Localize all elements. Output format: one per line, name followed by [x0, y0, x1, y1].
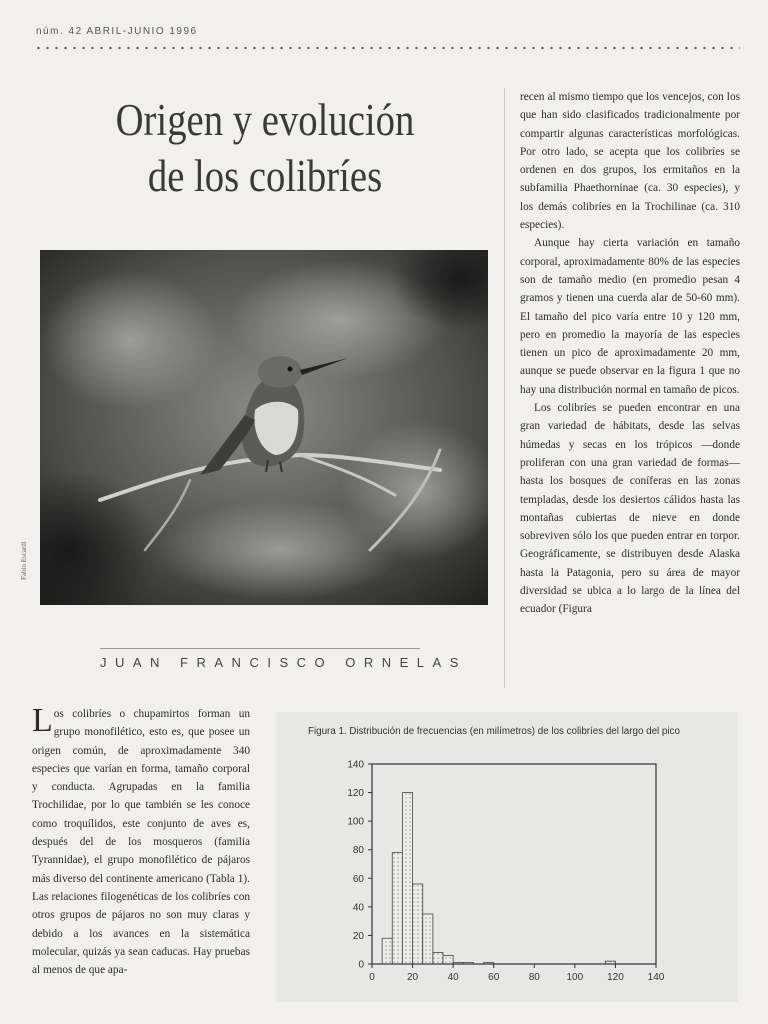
body-column-left	[32, 702, 250, 979]
title-line-2: de los colibríes	[147, 151, 383, 201]
x-tick-label: 120	[607, 972, 624, 983]
histogram-bar	[423, 914, 433, 964]
histogram-bar	[392, 853, 402, 964]
figure-caption: Figura 1. Distribución de frecuencias (en milímetros) de los colibríes del largo del pico	[308, 726, 680, 737]
article-title	[72, 92, 459, 204]
x-tick-label: 20	[407, 972, 419, 983]
y-tick-label: 140	[347, 759, 364, 771]
x-tick-label: 40	[447, 972, 459, 983]
y-tick-label: 80	[352, 845, 364, 857]
y-tick-label: 40	[352, 902, 364, 914]
y-tick-label: 0	[358, 959, 364, 971]
y-tick-label: 120	[347, 788, 364, 800]
paragraph: os colibríes o chupamirtos forman un grupo monofilético, esto es, que posee un origen común, de aproximadamente 340 especies que varían en forma, tamaño corporal y conducta. Agrupadas en la familia Trochilidae, por lo que también se les conoce como troquílidos, este conjunto de aves es, después del de los mosqueros (familia Tyrannidae), el grupo monofilético de pájaros más diverso del continente americano (Tabla 1). Las relaciones filogenéticas de los colibríes con otros grupos de pájaros no son muy claras y debido a los avances en la sistemática molecular, quizás ya sean caducas. Hay pruebas al menos de que apa-	[32, 708, 250, 977]
paragraph: recen al mismo tiempo que los vencejos, con los que han sido clasificados tradicionalmente por compartir algunas características morfológicas. Por otro lado, se acepta que los colibríes se ordenen en dos grupos, los ermitaños en la subfamilia Phaethorninae (ca. 30 especies), y los demás colibríes en la Trochilinae (ca. 310 especies).	[520, 91, 740, 232]
x-tick-label: 0	[369, 972, 375, 983]
author-name: JUAN FRANCISCO ORNELAS	[100, 648, 420, 670]
histogram-bar	[433, 953, 443, 964]
x-axis	[369, 964, 665, 983]
drop-cap: L	[32, 702, 53, 739]
y-tick-label: 60	[352, 873, 364, 885]
x-tick-label: 80	[528, 972, 540, 983]
histogram-chart	[276, 712, 738, 1002]
histogram-bar	[382, 938, 392, 964]
column-rule	[504, 88, 505, 688]
x-tick-label: 100	[566, 972, 584, 983]
histogram-bars	[382, 793, 615, 964]
photo-credit: Fabio Escardi	[20, 541, 28, 580]
y-tick-label: 100	[347, 816, 364, 828]
x-tick-label: 60	[488, 972, 500, 983]
paragraph: Los colibríes se pueden encontrar en una gran variedad de hábitats, desde las selvas húmedas y secas en los trópicos —donde proliferan con una gran variedad de formas— hasta los bosques de coníferas en las zonas templadas, desde los desiertos cálidos hasta las montañas cubiertas de nieve en donde sobreviven sólo los que pueden entrar en torpor. Geográficamente, se distribuyen desde Alaska hasta la Patagonia, pero su área de mayor diversidad se ubica a lo largo de la línea del ecuador (Figura	[520, 402, 740, 616]
hummingbird-photo	[40, 250, 488, 605]
histogram-bar	[413, 884, 423, 964]
journal-header: núm. 42 ABRIL-JUNIO 1996	[36, 26, 198, 37]
body-column-right	[520, 88, 740, 619]
paragraph: Aunque hay cierta variación en tamaño corporal, aproximadamente 80% de las especies son de tamaño medio (en promedio pesan 4 gramos y tienen una cuerda alar de 50-60 mm). El tamaño del pico varía entre 10 y 120 mm, pero en promedio la mayoría de las especies tienen un pico de aproximadamente 20 mm, aunque se puede observar en la figura 1 que no hay una distribución normal en tamaño de picos.	[520, 237, 740, 396]
title-line-1: Origen y evolución	[115, 95, 415, 145]
histogram-bar	[402, 793, 412, 964]
y-tick-label: 20	[352, 930, 364, 942]
histogram-bar	[443, 955, 453, 964]
figure-1	[276, 712, 738, 1002]
dotted-divider	[34, 46, 740, 49]
x-tick-label: 140	[647, 972, 665, 983]
y-axis	[347, 760, 372, 971]
